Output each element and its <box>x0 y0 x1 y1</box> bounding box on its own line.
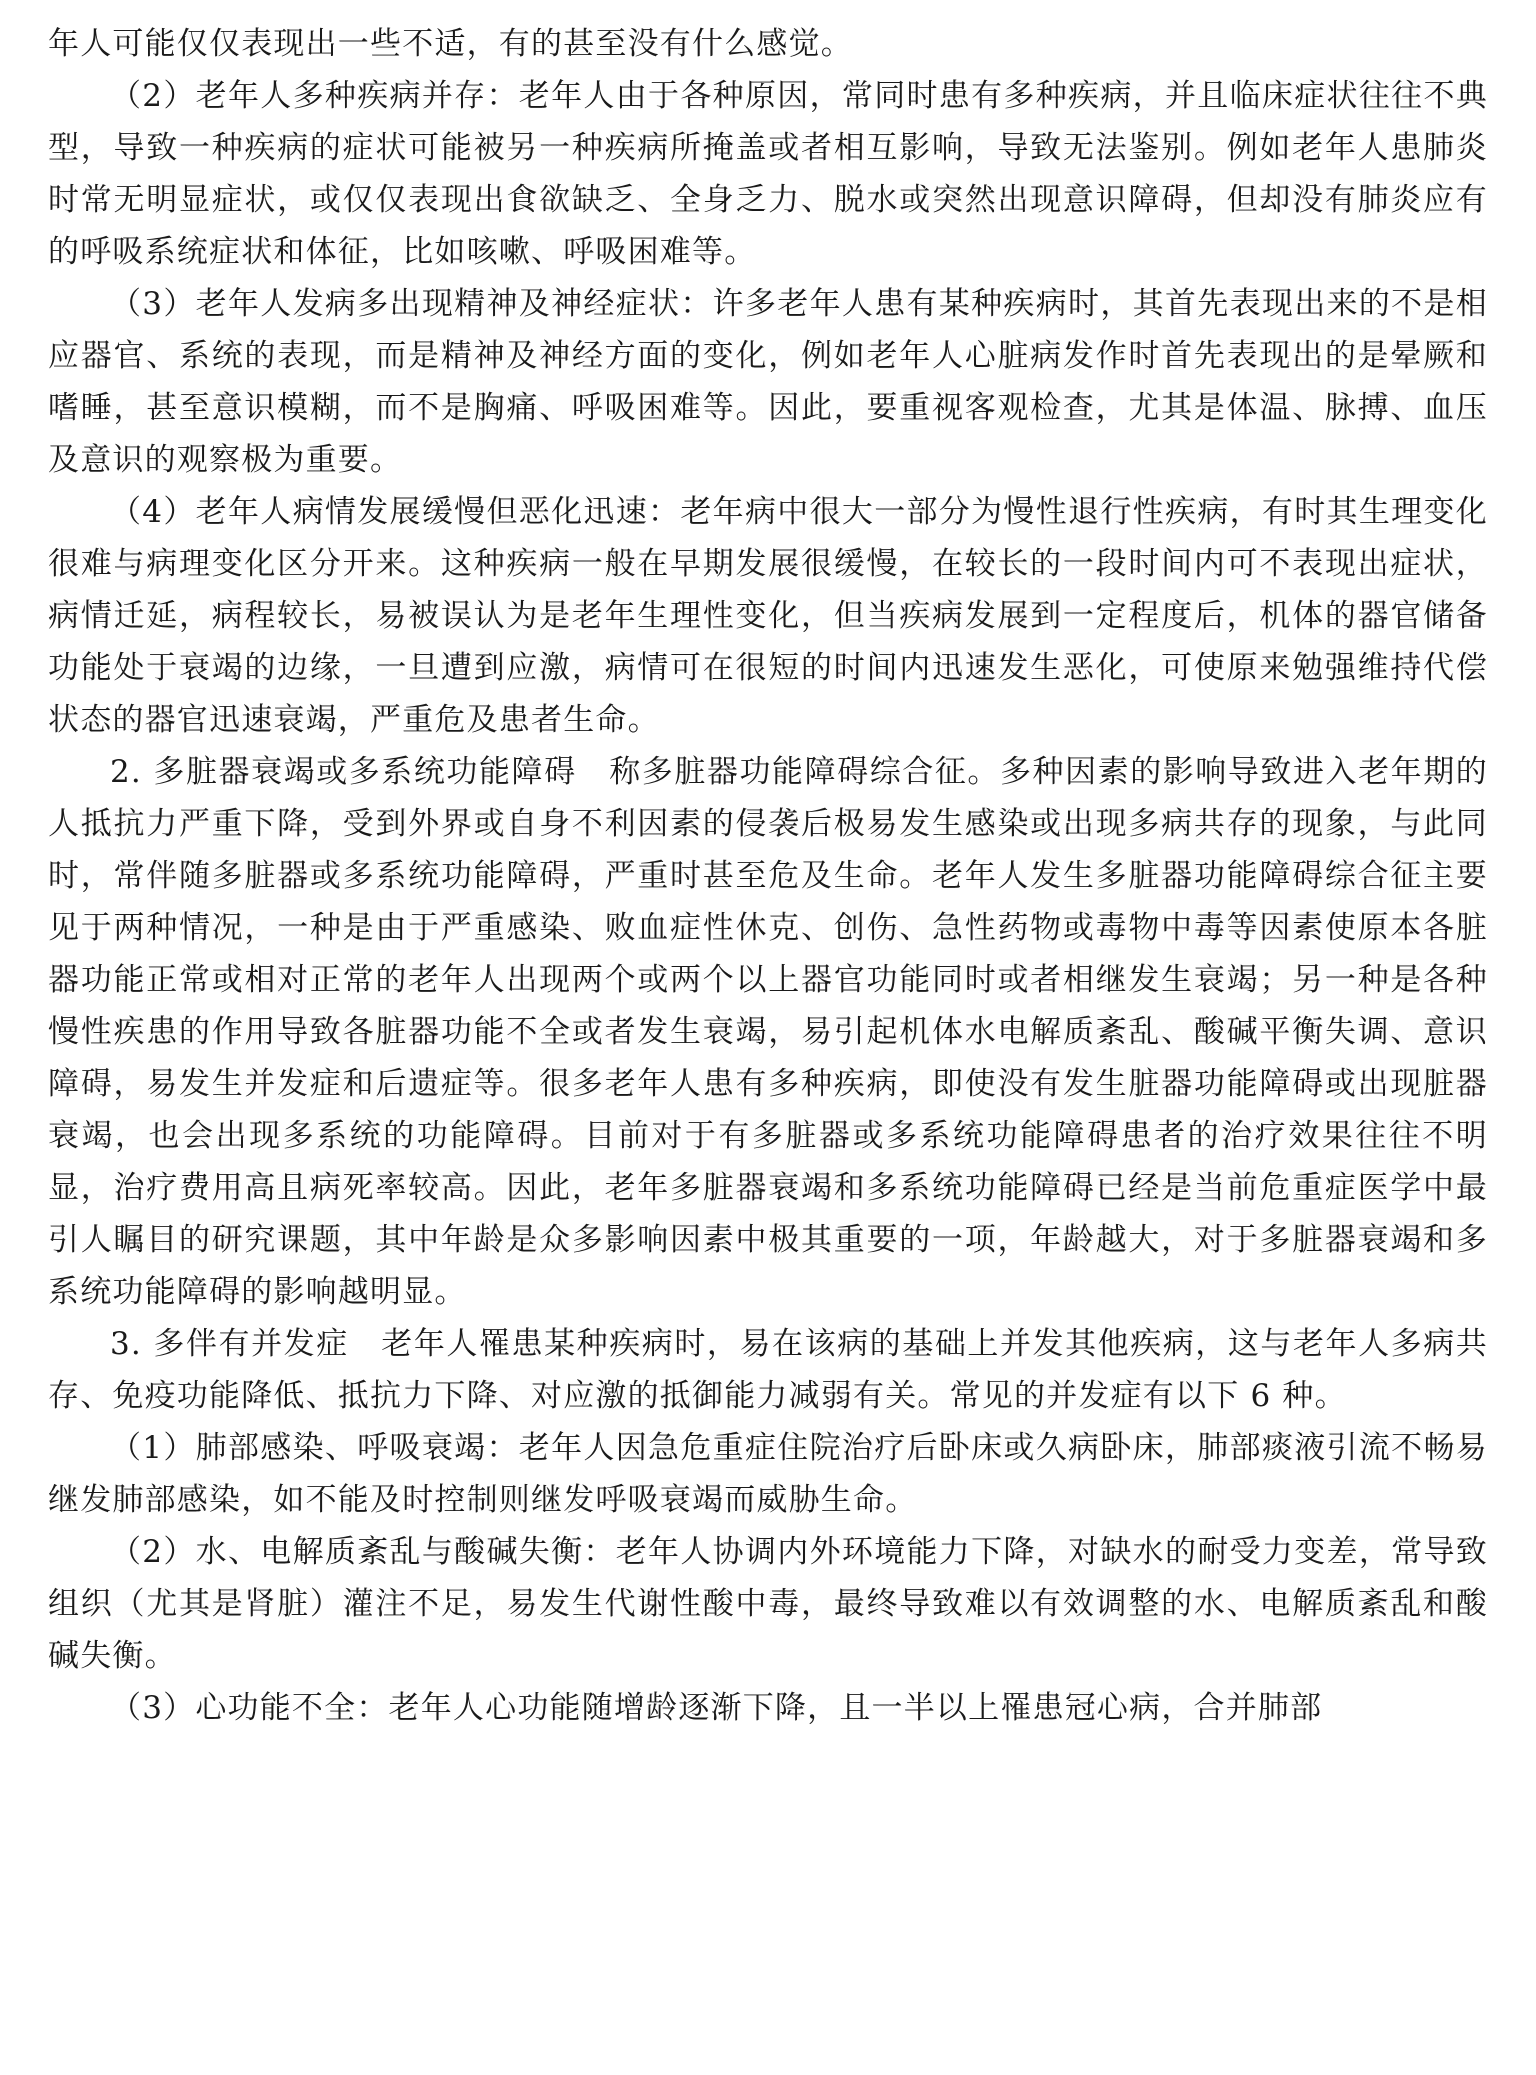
paragraph-lung-infection: （1）肺部感染、呼吸衰竭：老年人因急危重症住院治疗后卧床或久病卧床，肺部痰液引流不畅易继发肺部感染，如不能及时控制则继发呼吸衰竭而威胁生命。 <box>48 1430 1488 1518</box>
paragraph-heart-failure: （3）心功能不全：老年人心功能随增龄逐渐下降，且一半以上罹患冠心病，合并肺部 <box>110 1690 1323 1726</box>
paragraph-complications: 3. 多伴有并发症 老年人罹患某种疾病时，易在该病的基础上并发其他疾病，这与老年人多病共存、免疫功能降低、抵抗力下降、对应激的抵御能力减弱有关。常见的并发症有以下 6 种。 <box>48 1326 1488 1414</box>
paragraph-multiple-diseases: （2）老年人多种疾病并存：老年人由于各种原因，常同时患有多种疾病，并且临床症状往往不典型，导致一种疾病的症状可能被另一种疾病所掩盖或者相互影响，导致无法鉴别。例如老年人患肺炎时常无明显症状，或仅仅表现出食欲缺乏、全身乏力、脱水或突然出现意识障碍，但却没有肺炎应有的呼吸系统症状和体征，比如咳嗽、呼吸困难等。 <box>48 78 1488 270</box>
paragraph-slow-progression: （4）老年人病情发展缓慢但恶化迅速：老年病中很大一部分为慢性退行性疾病，有时其生理变化很难与病理变化区分开来。这种疾病一般在早期发展很缓慢，在较长的一段时间内可不表现出症状，病情迁延，病程较长，易被误认为是老年生理性变化，但当疾病发展到一定程度后，机体的器官储备功能处于衰竭的边缘，一旦遭到应激，病情可在很短的时间内迅速发生恶化，可使原来勉强维持代偿状态的器官迅速衰竭，严重危及患者生命。 <box>48 494 1488 738</box>
paragraph-continuation: 年人可能仅仅表现出一些不适，有的甚至没有什么感觉。 <box>48 26 853 62</box>
paragraph-multi-organ-failure: 2. 多脏器衰竭或多系统功能障碍 称多脏器功能障碍综合征。多种因素的影响导致进入老年期的人抵抗力严重下降，受到外界或自身不利因素的侵袭后极易发生感染或出现多病共存的现象，与此同时，常伴随多脏器或多系统功能障碍，严重时甚至危及生命。老年人发生多脏器功能障碍综合征主要见于两种情况，一种是由于严重感染、败血症性休克、创伤、急性药物或毒物中毒等因素使原本各脏器功能正常或相对正常的老年人出现两个或两个以上器官功能同时或者相继发生衰竭；另一种是各种慢性疾患的作用导致各脏器功能不全或者发生衰竭，易引起机体水电解质紊乱、酸碱平衡失调、意识障碍，易发生并发症和后遗症等。很多老年人患有多种疾病，即使没有发生脏器功能障碍或出现脏器衰竭，也会出现多系统的功能障碍。目前对于有多脏器或多系统功能障碍患者的治疗效果往往不明显，治疗费用高且病死率较高。因此，老年多脏器衰竭和多系统功能障碍已经是当前危重症医学中最引人瞩目的研究课题，其中年龄是众多影响因素中极其重要的一项，年龄越大，对于多脏器衰竭和多系统功能障碍的影响越明显。 <box>48 754 1488 1310</box>
paragraph-electrolyte-imbalance: （2）水、电解质紊乱与酸碱失衡：老年人协调内外环境能力下降，对缺水的耐受力变差，常导致组织（尤其是肾脏）灌注不足，易发生代谢性酸中毒，最终导致难以有效调整的水、电解质紊乱和酸碱失衡。 <box>48 1534 1488 1674</box>
paragraph-mental-neuro-symptoms: （3）老年人发病多出现精神及神经症状：许多老年人患有某种疾病时，其首先表现出来的不是相应器官、系统的表现，而是精神及神经方面的变化，例如老年人心脏病发作时首先表现出的是晕厥和嗜睡，甚至意识模糊，而不是胸痛、呼吸困难等。因此，要重视客观检查，尤其是体温、脉搏、血压及意识的观察极为重要。 <box>48 286 1488 478</box>
